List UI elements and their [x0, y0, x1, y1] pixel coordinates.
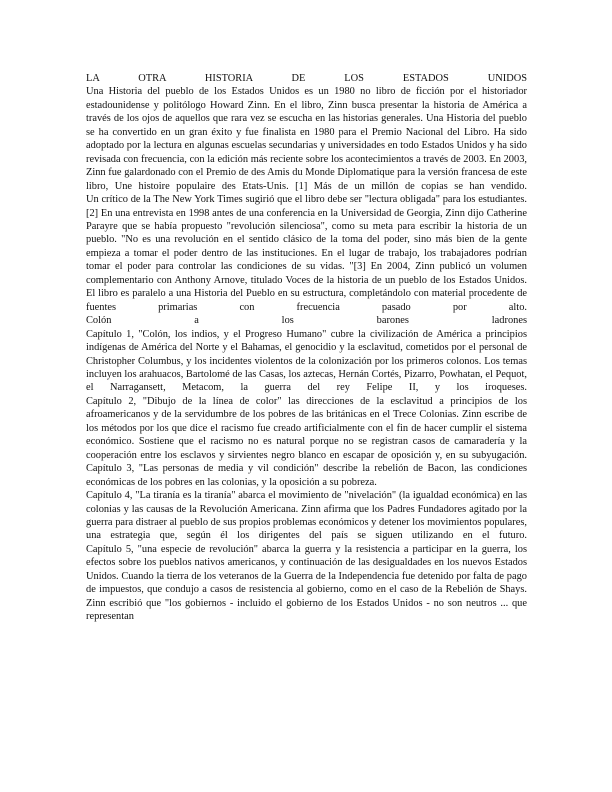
- document-page: [86, 72, 527, 624]
- paragraph-chapter-1: Capítulo 1, "Colón, los indios, y el Progreso Humano" cubre la civilización de América a principios indígenas de América del Norte y el Bahamas, el genocidio y la esclavitud, cometidos por el personal de Christopher Columbus, y los incidentes violentos de la colonización por los primeros colonos. Los temas incluyen los arahuacos, Bartolomé de las Casas, los aztecas, Hernán Cortés, Pizarro, Powhatan, el Pequot, el Narragansett, Metacom, la guerra del rey Felipe II, y los iroqueses.: [86, 328, 527, 394]
- paragraph-critic: Un crítico de la The New York Times sugirió que el libro debe ser "lectura obligada" para los estudiantes. [2] En una entrevista en 1998 antes de una conferencia en la Universidad de Georgia, Zinn dijo Catherine Parayre que se había propuesto "revolución silenciosa", como su meta para escribir la historia de un pueblo. "No es una revolución en el sentido clásico de la toma del poder, sino más bien de la gente empieza a tomar el poder dentro de las instituciones. En el lugar de trabajo, los trabajadores podrían tomar el poder para controlar las condiciones de su vidas. "[3] En 2004, Zinn publicó un volumen complementario con Anthony Arnove, titulado Voces de la historia de un pueblo de los Estados Unidos. El libro es paralelo a una Historia del Pueblo en su estructura, completándolo con material procedente de fuentes primarias con frecuencia pasado por alto.: [86, 194, 527, 313]
- section-heading-colon: Colón a los barones ladrones: [86, 315, 527, 327]
- paragraph-chapter-4: Capítulo 4, "La tiranía es la tiranía" abarca el movimiento de "nivelación" (la igualdad económica) en las colonias y las causas de la Revolución Americana. Zinn afirma que los Padres Fundadores agitado por la guerra para distraer al pueblo de sus propios problemas económicos y detener los movimientos populares, una estrategia que, según él los dirigentes del país se siguen utilizando en el futuro.: [86, 490, 527, 542]
- document-title: LA OTRA HISTORIA DE LOS ESTADOS UNIDOS: [86, 73, 527, 84]
- paragraph-chapter-3: Capítulo 3, "Las personas de media y vil condición" describe la rebelión de Bacon, las condiciones económicas de los pobres en las colonias, y la oposición a su pobreza.: [86, 463, 527, 488]
- paragraph-intro: Una Historia del pueblo de los Estados Unidos es un 1980 no libro de ficción por el historiador estadounidense y politólogo Howard Zinn. En el libro, Zinn busca presentar la historia de América a través de los ojos de aquellos que rara vez se escucha en las historias generales. Una Historia del pueblo se ha convertido en un gran éxito y fue finalista en 1980 para el Premio Nacional del Libro. Ha sido adoptado por la lectura en algunas escuelas secundarias y universidades en todo Estados Unidos y ha sido revisada con frecuencia, con la edición más reciente sobre los acontecimientos a través de 2003. En 2003, Zinn fue galardonado con el Premio de des Amis du Monde Diplomatique para la versión francesa de este libro, Une histoire populaire des Etats-Unis. [1] Más de un millón de copias se han vendido.: [86, 86, 527, 192]
- paragraph-chapter-2: Capítulo 2, "Dibujo de la línea de color" las direcciones de la esclavitud a principios de los afroamericanos y de la servidumbre de los pobres de las británicas en el Trece Colonias. Zinn escribe de los métodos por los que dice el racismo fue creado artificialmente con el fin de hacer cumplir el sistema económico. Sostiene que el racismo no es natural porque no se registran casos de camaradería y la cooperación entre los esclavos y sirvientes negro blanco en escapar de oposición y, en su subyugación.: [86, 395, 527, 461]
- paragraph-chapter-5: Capítulo 5, "una especie de revolución" abarca la guerra y la resistencia a participar en la guerra, los efectos sobre los pueblos nativos americanos, y continuación de las desigualdades en los nuevos Estados Unidos. Cuando la tierra de los veteranos de la Guerra de la Independencia fue detenido por falta de pago de impuestos, que condujo a casos de resistencia al gobierno, como en el caso de la Rebelión de Shays. Zinn escribió que "los gobiernos - incluido el gobierno de los Estados Unidos - no son neutros ... que representan: [86, 543, 527, 623]
